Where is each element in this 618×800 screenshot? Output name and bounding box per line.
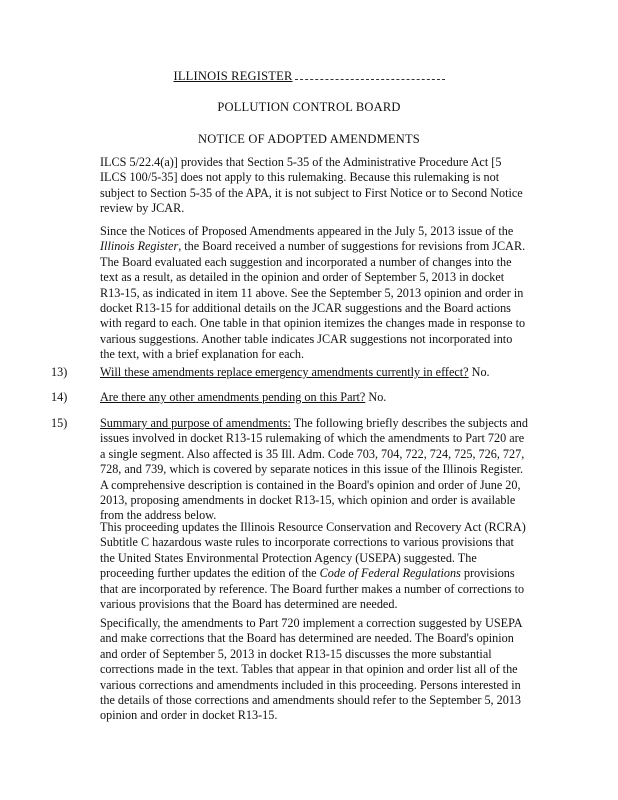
item-13-question: Will these amendments replace emergency amendments currently in effect? bbox=[100, 365, 469, 379]
item-13-number: 13) bbox=[51, 365, 68, 379]
item-14-answer: No. bbox=[365, 390, 387, 404]
notice-title: NOTICE OF ADOPTED AMENDMENTS bbox=[198, 132, 420, 146]
paragraph-jcar bbox=[100, 224, 530, 363]
register-header bbox=[0, 69, 618, 84]
item-15-number: 15) bbox=[51, 416, 68, 430]
register-title: ILLINOIS REGISTER bbox=[173, 69, 293, 83]
paragraph-part720: Specifically, the amendments to Part 720 implement a correction suggested by USEPA and make corrections that the Board has determined are needed. The Board's opinion and order of September 5, 2013 in docket R13-15 discusses the more substantial corrections made in the text. Tables that appear in that opinion and order list all of the various corrections and amendments included in this proceeding. Persons interested in the details of those corrections and amendments should refer to the September 5, 2013 opinion and order in docket R13-15. bbox=[100, 616, 522, 723]
item-13-answer: No. bbox=[468, 365, 490, 379]
agency-name: POLLUTION CONTROL BOARD bbox=[217, 100, 401, 114]
item-15-heading: Summary and purpose of amendments: bbox=[100, 416, 291, 430]
paragraph-jcar-italic: Illinois Register bbox=[100, 239, 179, 254]
paragraph-rcra-end: provisions that are incorporated by reference. The Board further makes a number of corrections to various provisions that the Board has determined are needed. bbox=[100, 566, 525, 612]
header-rule bbox=[295, 78, 445, 80]
item-15-text: The following briefly describes the subjects and issues involved in docket R13-15 rulemaking of which the amendments to Part 720 are a single segment. Also affected is 35 Ill. Adm. Code 703, 704, 722, 724, 725, 726, 727, 728, and 739, which is covered by separate notices in this issue of the Illinois Register. A comprehensive description is contained in the Board's opinion and order of June 20, 2013, proposing amendments in docket R13-15, which opinion and order is available from the address below. bbox=[100, 416, 528, 523]
paragraph-rcra-start: This proceeding updates the Illinois Resource Conservation and Recovery Act (RCRA) Subtitle C hazardous waste rules to incorporate corrections to various provisions that the United States Environmental Protection Agency (USEPA) suggested. The proceeding further updates the edition of the bbox=[100, 520, 526, 581]
paragraph-rcra-italic: Code of Federal Regulations bbox=[319, 566, 461, 581]
item-14-body bbox=[100, 390, 530, 405]
item-14-number: 14) bbox=[51, 390, 68, 404]
paragraph-rcra bbox=[100, 520, 530, 612]
item-15-body bbox=[100, 416, 530, 524]
item-14-question: Are there any other amendments pending on this Part? bbox=[100, 390, 366, 404]
paragraph-apa: ILCS 5/22.4(a)] provides that Section 5-35 of the Administrative Procedure Act [5 ILCS 100/5-35] does not apply to this rulemaking. Because this rulemaking is not subject to Section 5-35 of the APA, it is not subject to First Notice or to Second Notice review by JCAR. bbox=[100, 155, 523, 216]
paragraph-jcar-start: Since the Notices of Proposed Amendments appeared in the July 5, 2013 issue of the bbox=[100, 224, 514, 238]
paragraph-jcar-end: , the Board received a number of suggestions for revisions from JCAR. The Board evaluated each suggestion and incorporated a number of changes into the text as a result, as detailed in the opinion and order of September 5, 2013 in docket R13-15, as indicated in item 11 above. See the September 5, 2013 opinion and order in docket R13-15 for additional details on the JCAR suggestions and the Board actions with regard to each. One table in that opinion itemizes the changes made in response to various suggestions. Another table indicates JCAR suggestions not incorporated into the text, with a brief explanation for each. bbox=[100, 239, 526, 362]
item-13-body bbox=[100, 365, 530, 380]
